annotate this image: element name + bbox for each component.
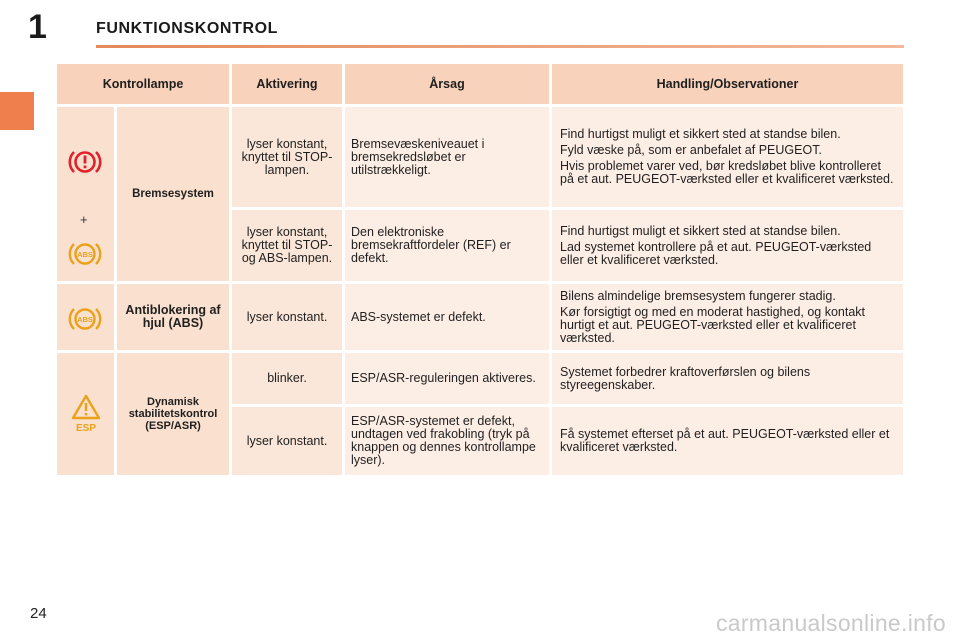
page-title: FUNKTIONSKONTROL	[96, 20, 279, 37]
chapter-tab-marker	[0, 92, 34, 130]
title-divider	[96, 45, 904, 48]
note-text: Systemet forbedrer kraftoverførslen og bilens styreegenskaber.	[560, 364, 811, 392]
watermark: carmanualsonline.info	[715, 610, 946, 636]
column-header-kontrollampe: Kontrollampe	[57, 64, 229, 104]
cause-cell: ABS-systemet er defekt.	[345, 284, 549, 350]
system-label-brake: Bremsesystem	[117, 107, 229, 281]
abs-warning-icon	[67, 303, 103, 335]
notes-cell	[552, 284, 903, 350]
abs-warning-icon	[67, 238, 103, 270]
cause-cell: ESP/ASR-systemet er defekt, undtagen ved frakobling (tryk på knappen og dennes kontrollampe lyser).	[345, 407, 549, 475]
note-text: Bilens almindelige bremsesystem fungerer stadig.	[560, 288, 836, 303]
brake-warning-icon	[67, 146, 103, 178]
note-text: Find hurtigst muligt et sikkert sted at standse bilen.	[560, 127, 841, 141]
activation-cell: lyser konstant.	[232, 407, 342, 475]
abs-icon-label: ABS	[77, 250, 93, 259]
plus-sign: +	[80, 212, 88, 227]
note-text: Lad systemet kontrollere på et aut. PEUGEOT-værksted eller et kvalificeret værksted.	[560, 239, 872, 267]
activation-cell: lyser konstant, knyttet til STOP- og ABS-lampen.	[232, 210, 342, 281]
cause-cell: ESP/ASR-reguleringen aktiveres.	[345, 353, 549, 404]
column-header-arsag: Årsag	[345, 64, 549, 104]
notes-cell	[552, 107, 903, 207]
cause-cell: Den elektroniske bremsekraftfordeler (REF) er defekt.	[345, 210, 549, 281]
note-text: Få systemet efterset på et aut. PEUGEOT-værksted eller et kvalificeret værksted.	[560, 427, 890, 454]
activation-cell: blinker.	[232, 353, 342, 404]
cause-cell: Bremsevæskeniveauet i bremsekredsløbet er utilstrækkeligt.	[345, 107, 549, 207]
notes-cell	[552, 353, 903, 404]
abs-icon-label: ABS	[77, 315, 93, 324]
esp-icon-label: ESP	[75, 423, 97, 433]
activation-cell: lyser konstant.	[232, 284, 342, 350]
notes-cell	[552, 210, 903, 281]
esp-warning-icon	[70, 393, 102, 433]
system-label-abs: Antiblokering af hjul (ABS)	[117, 284, 229, 350]
column-header-handling: Handling/Observationer	[552, 64, 903, 104]
note-text: Kør forsigtigt og med en moderat hastighed, og kontakt hurtigt et aut. PEUGEOT-værksted eller et kvalificeret værksted.	[560, 304, 866, 345]
activation-cell: lyser konstant, knyttet til STOP-lampen.	[232, 107, 342, 207]
note-text: Hvis problemet varer ved, bør kredsløbet blive kontrolleret på et aut. PEUGEOT-værksted eller et kvalificeret værksted.	[560, 159, 894, 186]
note-text: Fyld væske på, som er anbefalet af PEUGEOT.	[560, 143, 822, 157]
page-number: 24	[30, 605, 47, 622]
notes-cell	[552, 407, 903, 475]
column-header-aktivering: Aktivering	[232, 64, 342, 104]
note-text: Find hurtigst muligt et sikkert sted at standse bilen.	[560, 223, 841, 238]
system-label-esp: Dynamisk stabilitetskontrol (ESP/ASR)	[117, 353, 229, 475]
chapter-number: 1	[28, 8, 47, 46]
